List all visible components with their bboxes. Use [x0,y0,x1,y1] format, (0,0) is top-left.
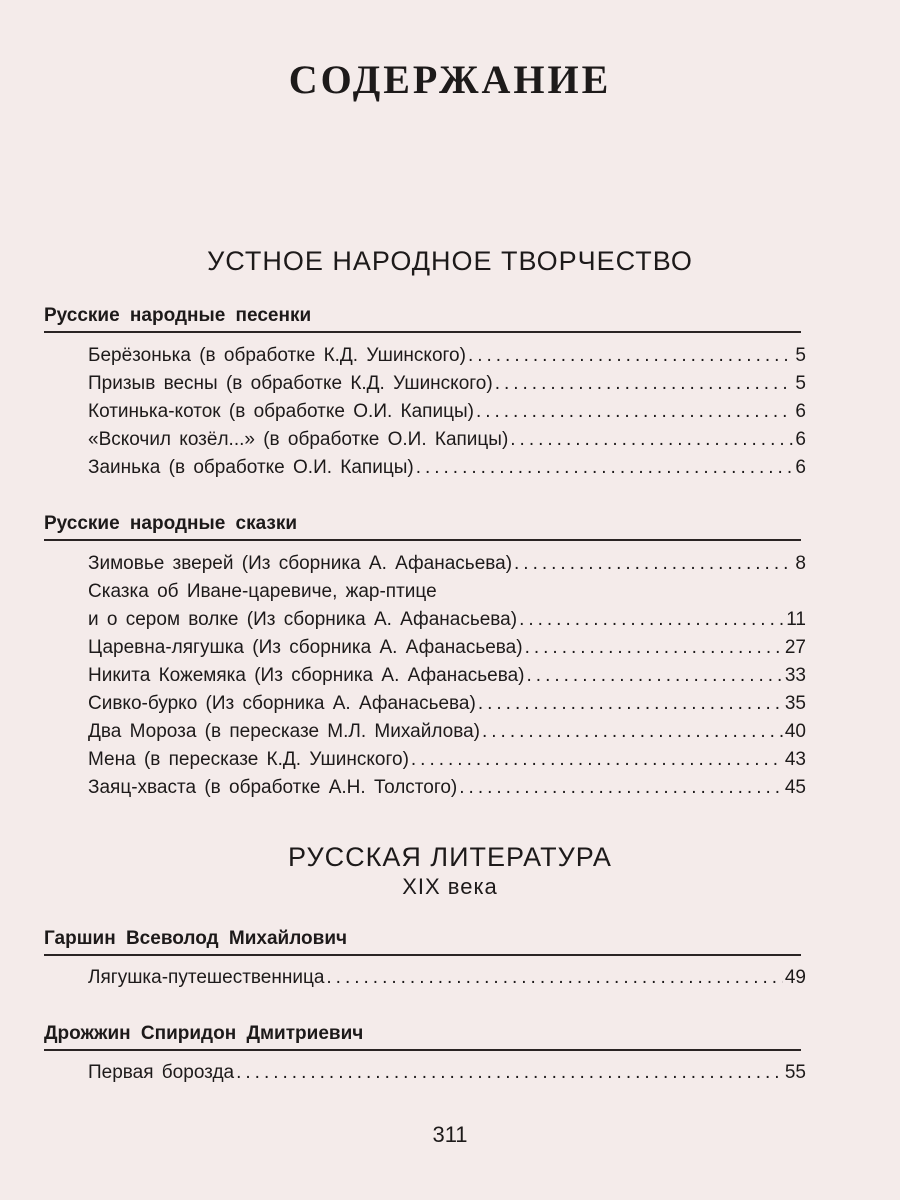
section-subtitle: XIX века [402,874,498,899]
entry-page: 40 [784,721,806,742]
entry-page: 55 [784,1062,806,1083]
group-title-tales: Русские народные сказки [44,513,298,534]
dot-leader [478,690,783,718]
section-title-literature: РУССКАЯ ЛИТЕРАТУРА [288,842,612,872]
entry-title: Сказка об Иване-царевиче, жар-птице [88,581,437,602]
entry-title: «Вскочил козёл...» (в обработке О.И. Капицы) [88,429,509,450]
dot-leader [514,550,793,578]
divider [44,954,801,956]
entry-title: Сивко-бурко (Из сборника А. Афанасьева) [88,693,476,714]
dot-leader [459,774,783,802]
entry-title: Котинька-коток (в обработке О.И. Капицы) [88,401,474,422]
entry-page: 5 [795,345,806,366]
entry-page: 43 [784,749,806,770]
entry-page: 5 [795,373,806,394]
section-title-folk: УСТНОЕ НАРОДНОЕ ТВОРЧЕСТВО [207,246,693,276]
entry-title: Заинька (в обработке О.И. Капицы) [88,457,414,478]
toc-entry[interactable] [88,454,806,482]
entry-page: 33 [784,665,806,686]
toc-entry[interactable] [88,398,806,426]
entry-title: Царевна-лягушка (Из сборника А. Афанасьева) [88,637,523,658]
entry-title: Берёзонька (в обработке К.Д. Ушинского) [88,345,466,366]
entry-title: Мена (в пересказе К.Д. Ушинского) [88,749,409,770]
toc-entry[interactable] [88,606,806,634]
entry-title: Два Мороза (в пересказе М.Л. Михайлова) [88,721,480,742]
toc-entry[interactable] [88,370,806,398]
entry-page: 27 [784,637,806,658]
entry-page: 45 [784,777,806,798]
toc-entry[interactable] [88,1059,806,1087]
dot-leader [476,398,793,426]
entry-page: 6 [795,401,806,422]
divider [44,539,801,541]
toc-entry[interactable] [88,342,806,370]
entry-title: Заяц-хваста (в обработке А.Н. Толстого) [88,777,458,798]
page-number: 311 [432,1122,468,1147]
toc-entry[interactable] [88,550,806,578]
dot-leader [416,454,794,482]
toc-entry[interactable] [88,578,806,606]
divider [44,331,801,333]
toc-entry[interactable] [88,718,806,746]
entry-page: 8 [795,553,806,574]
divider [44,1049,801,1051]
entry-title: Никита Кожемяка (Из сборника А. Афанасьева) [88,665,525,686]
dot-leader [519,606,784,634]
author-drozhzhin: Дрожжин Спиридон Дмитриевич [44,1023,364,1044]
toc-entry[interactable] [88,690,806,718]
entry-title: Лягушка-путешественница [88,967,325,988]
dot-leader [411,746,783,774]
dot-leader [495,370,794,398]
dot-leader [525,634,783,662]
author-garshin: Гаршин Всеволод Михайлович [44,928,348,949]
entry-title: Первая борозда [88,1062,235,1083]
entry-page: 6 [795,457,806,478]
toc-entry[interactable] [88,426,806,454]
toc-entry[interactable] [88,662,806,690]
dot-leader [468,342,793,370]
group-title-songs: Русские народные песенки [44,305,312,326]
toc-entry[interactable] [88,746,806,774]
entry-page: 11 [786,609,806,630]
entry-title: и о сером волке (Из сборника А. Афанасьева) [88,609,518,630]
page-title: СОДЕРЖАНИЕ [288,57,612,102]
entry-page: 6 [795,429,806,450]
entry-page: 35 [784,693,806,714]
toc-entry[interactable] [88,774,806,802]
dot-leader [510,426,793,454]
entry-title: Призыв весны (в обработке К.Д. Ушинского) [88,373,493,394]
dot-leader [236,1059,783,1087]
toc-entry[interactable] [88,964,806,992]
toc-entry[interactable] [88,634,806,662]
entry-title: Зимовье зверей (Из сборника А. Афанасьева) [88,553,513,574]
dot-leader [482,718,783,746]
dot-leader [527,662,783,690]
entry-page: 49 [784,967,806,988]
dot-leader [326,964,782,992]
